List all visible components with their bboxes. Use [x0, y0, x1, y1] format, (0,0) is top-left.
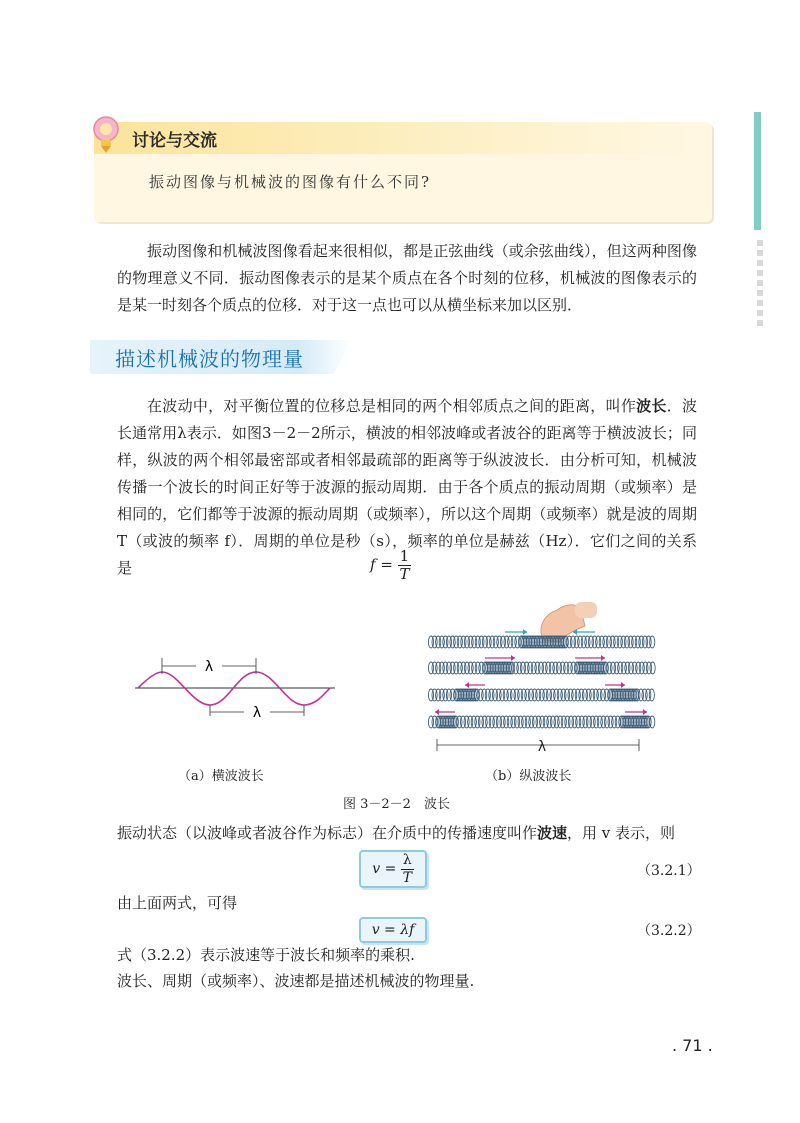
- spring-coil: [649, 689, 654, 701]
- lightbulb-icon: [89, 114, 123, 154]
- formula-lhs: f =: [370, 555, 393, 574]
- text-span: 振动状态（以波峰或者波谷作为标志）在介质中的传播速度叫作: [117, 824, 538, 842]
- equation-number-1: （3.2.1）: [637, 863, 701, 879]
- section-title: 描述机械波的物理量: [115, 347, 304, 371]
- lambda-label-top: λ: [204, 659, 214, 675]
- text-span: 在波动中，对平衡位置的位移总是相同的两个相邻质点之间的距离，叫作: [147, 397, 637, 415]
- arrow-head: [601, 655, 605, 661]
- spring-row: [428, 709, 654, 728]
- arrow-head: [435, 709, 439, 715]
- figure-transverse-wave: [130, 650, 340, 720]
- text-span: ．波长通常用λ表示．如图3－2－2所示，横波的相邻波峰或者波谷的距离等于横波波长；同样，纵波的两个相邻最密部或者相邻最疏部的距离等于纵波波长．由分析可知，机械波传播一个波长的时间正好等于波源的振动周期．由于各个质点的振动周期（或频率）是相同的，它们都等于波源的振动周期（或频率），所以这个周期（或频率）就是波的周期 T（或波的频率 f）．周期的单位是秒（s），频率的单位是赫兹（Hz）．它们之间的关系是: [117, 397, 697, 577]
- formula-denominator: T: [399, 565, 410, 583]
- spring-row: [428, 682, 654, 701]
- discussion-question: 振动图像与机械波的图像有什么不同?: [149, 173, 432, 191]
- arrow-head: [523, 629, 527, 635]
- arrow-head: [621, 682, 625, 688]
- lambda-label-bottom: λ: [252, 705, 262, 720]
- figure-longitudinal-wave: [425, 596, 660, 756]
- side-color-bar: [754, 112, 761, 230]
- equation-number-2: （3.2.2）: [637, 923, 701, 939]
- equation-3-2-2: v = λf: [359, 917, 427, 943]
- page-number: . 71 .: [672, 1036, 713, 1055]
- eq1-lhs: v =: [372, 861, 397, 877]
- formula-fraction: [398, 548, 412, 583]
- caption-a: （a）横波波长: [178, 769, 264, 784]
- eq1-denominator: T: [402, 869, 412, 886]
- spring-coil: [650, 636, 655, 648]
- discussion-title: 讨论与交流: [132, 131, 217, 151]
- formula-numerator: 1: [399, 547, 410, 565]
- arrow-head: [511, 655, 515, 661]
- paragraph-wave-speed: [117, 822, 675, 843]
- caption-b: （b）纵波波长: [485, 769, 572, 784]
- arrow-head: [643, 709, 647, 715]
- spring-row: [428, 655, 655, 674]
- text-span: ，用 v 表示，则: [567, 824, 676, 842]
- term-wave-speed: 波速: [537, 824, 568, 842]
- spring-coil: [650, 662, 655, 674]
- eq1-numerator: λ: [402, 851, 412, 868]
- spring-coil: [650, 716, 655, 728]
- equation-3-2-1: [359, 850, 427, 888]
- term-wavelength: 波长: [636, 397, 667, 415]
- paragraph-vibration-vs-wave: 振动图像和机械波图像看起来很相似，都是正弦曲线（或余弦曲线），但这两种图像的物理意义不同．振动图像表示的是某个质点在各个时刻的位移，机械波的图像表示的是某一时刻各个质点的位移．对于这一点也可以从横坐标来加以区别．: [117, 242, 697, 314]
- eq1-fraction: [401, 852, 414, 887]
- figure-caption: 图 3－2－2 波长: [343, 797, 450, 812]
- line-summary: 波长、周期（或频率）、波速都是描述机械波的物理量.: [117, 972, 475, 990]
- side-chapter-tab: [756, 240, 764, 336]
- formula-frequency: [370, 548, 411, 583]
- lambda-label-longitudinal: λ: [537, 739, 547, 755]
- arrow-head: [465, 682, 469, 688]
- line-product: 式（3.2.2）表示波速等于波长和频率的乘积.: [117, 946, 415, 964]
- line-derive: 由上面两式，可得: [117, 894, 238, 912]
